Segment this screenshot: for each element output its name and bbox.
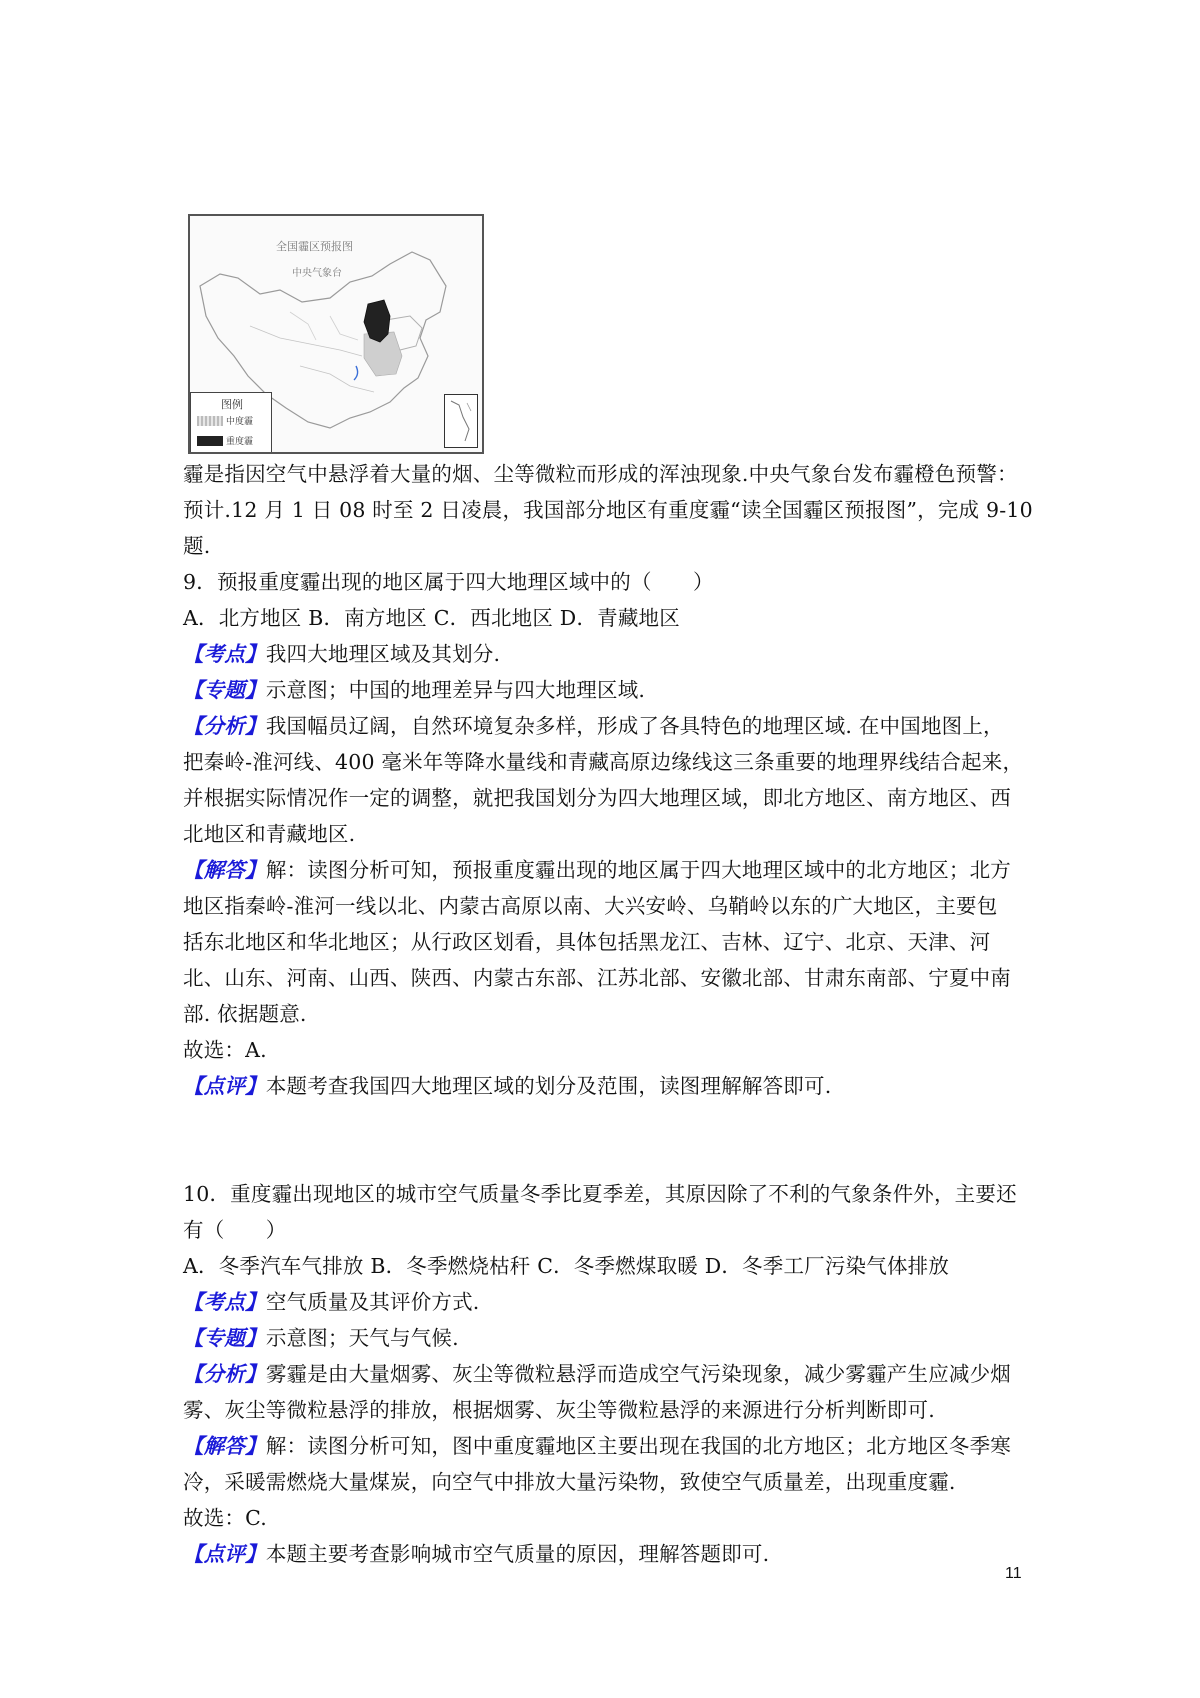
q10-stem: 有（ ）: [183, 1218, 287, 1242]
q9-dianping: 【点评】本题考查我国四大地理区域的划分及范围，读图理解解答即可.: [183, 1074, 832, 1098]
fenxi-tag: 【分析】: [183, 1362, 266, 1386]
dianping-tag: 【点评】: [183, 1542, 266, 1566]
q9-stem: 9．预报重度霾出现的地区属于四大地理区域中的（ ）: [183, 570, 714, 594]
fenxi-tag: 【分析】: [183, 714, 266, 738]
question-text: [183, 456, 1033, 1572]
legend-row-heavy: [197, 434, 253, 447]
intro-line: 题.: [183, 534, 211, 558]
heavy-haze-swatch: [197, 436, 223, 446]
q9-jieda: 【解答】解：读图分析可知，预报重度霾出现的地区属于四大地理区域中的北方地区；北方: [183, 858, 1012, 882]
map-legend: [190, 392, 272, 454]
q9-options: A．北方地区 B．南方地区 C．西北地区 D．青藏地区: [183, 606, 680, 630]
q10-options: A．冬季汽车气排放 B．冬季燃烧枯秆 C．冬季燃煤取暖 D．冬季工厂污染气体排放: [183, 1254, 950, 1278]
q9-jieda-line: 地区指秦岭-淮河一线以北、内蒙古高原以南、大兴安岭、乌鞘岭以东的广大地区，主要包: [183, 894, 998, 918]
map-title: 全国霾区预报图: [276, 240, 353, 253]
q9-zhuanti: 【专题】示意图；中国的地理差异与四大地理区域.: [183, 678, 646, 702]
q10-answer: 故选：C.: [183, 1506, 267, 1530]
q9-jieda-line: 部. 依据题意.: [183, 1002, 307, 1026]
zhuanti-tag: 【专题】: [183, 678, 266, 702]
south-china-sea-inset: [444, 394, 478, 448]
q9-answer: 故选：A.: [183, 1038, 267, 1062]
legend-row-moderate: [197, 414, 253, 427]
q9-jieda-line: 北、山东、河南、山西、陕西、内蒙古东部、江苏北部、安徽北部、甘肃东南部、宁夏中南: [183, 966, 1011, 990]
jieda-tag: 【解答】: [183, 858, 266, 882]
haze-forecast-map: [188, 214, 484, 454]
legend-label: 中度霾: [226, 417, 254, 427]
q10-jieda: 【解答】解：读图分析可知，图中重度霾地区主要出现在我国的北方地区；北方地区冬季寒: [183, 1434, 1012, 1458]
q10-zhuanti: 【专题】示意图；天气与气候.: [183, 1326, 459, 1350]
q9-fenxi-line: 把秦岭-淮河线、400 毫米年等降水量线和青藏高原边缘线这三条重要的地理界线结合起来，: [183, 750, 1024, 774]
legend-label: 重度霾: [226, 437, 254, 447]
q10-jieda-line: 冷，采暖需燃烧大量煤炭，向空气中排放大量污染物，致使空气质量差，出现重度霾.: [183, 1470, 956, 1494]
q10-fenxi: 【分析】雾霾是由大量烟雾、灰尘等微粒悬浮而造成空气污染现象，减少雾霾产生应减少烟: [183, 1362, 1012, 1386]
intro-line: 预计.12 月 1 日 08 时至 2 日凌晨，我国部分地区有重度霾“读全国霾区预报图”，完成 9-10: [183, 498, 1033, 522]
q9-jieda-line: 括东北地区和华北地区；从行政区划看，具体包括黑龙江、吉林、辽宁、北京、天津、河: [183, 930, 991, 954]
q10-kaodian: 【考点】空气质量及其评价方式.: [183, 1290, 480, 1314]
kaodian-tag: 【考点】: [183, 642, 266, 666]
dianping-tag: 【点评】: [183, 1074, 266, 1098]
intro-line: 霾是指因空气中悬浮着大量的烟、尘等微粒而形成的浑浊现象.中央气象台发布霾橙色预警：: [183, 462, 1018, 486]
jieda-tag: 【解答】: [183, 1434, 266, 1458]
q10-fenxi-line: 雾、灰尘等微粒悬浮的排放，根据烟雾、灰尘等微粒悬浮的来源进行分析判断即可.: [183, 1398, 935, 1422]
q9-fenxi-line: 北地区和青藏地区.: [183, 822, 356, 846]
kaodian-tag: 【考点】: [183, 1290, 266, 1314]
map-subtitle: 中央气象台: [292, 268, 342, 279]
q9-fenxi: 【分析】我国幅员辽阔，自然环境复杂多样，形成了各具特色的地理区域. 在中国地图上，: [183, 714, 1004, 738]
q9-fenxi-line: 并根据实际情况作一定的调整，就把我国划分为四大地理区域，即北方地区、南方地区、西: [183, 786, 1011, 810]
q10-dianping: 【点评】本题主要考查影响城市空气质量的原因，理解答题即可.: [183, 1542, 770, 1566]
q9-kaodian: 【考点】我四大地理区域及其划分.: [183, 642, 501, 666]
zhuanti-tag: 【专题】: [183, 1326, 266, 1350]
q10-stem: 10．重度霾出现地区的城市空气质量冬季比夏季差，其原因除了不利的气象条件外，主要还: [183, 1182, 1017, 1206]
legend-title: 图例: [221, 398, 243, 411]
moderate-haze-swatch: [197, 416, 223, 426]
page-number: 11: [1005, 1565, 1022, 1582]
